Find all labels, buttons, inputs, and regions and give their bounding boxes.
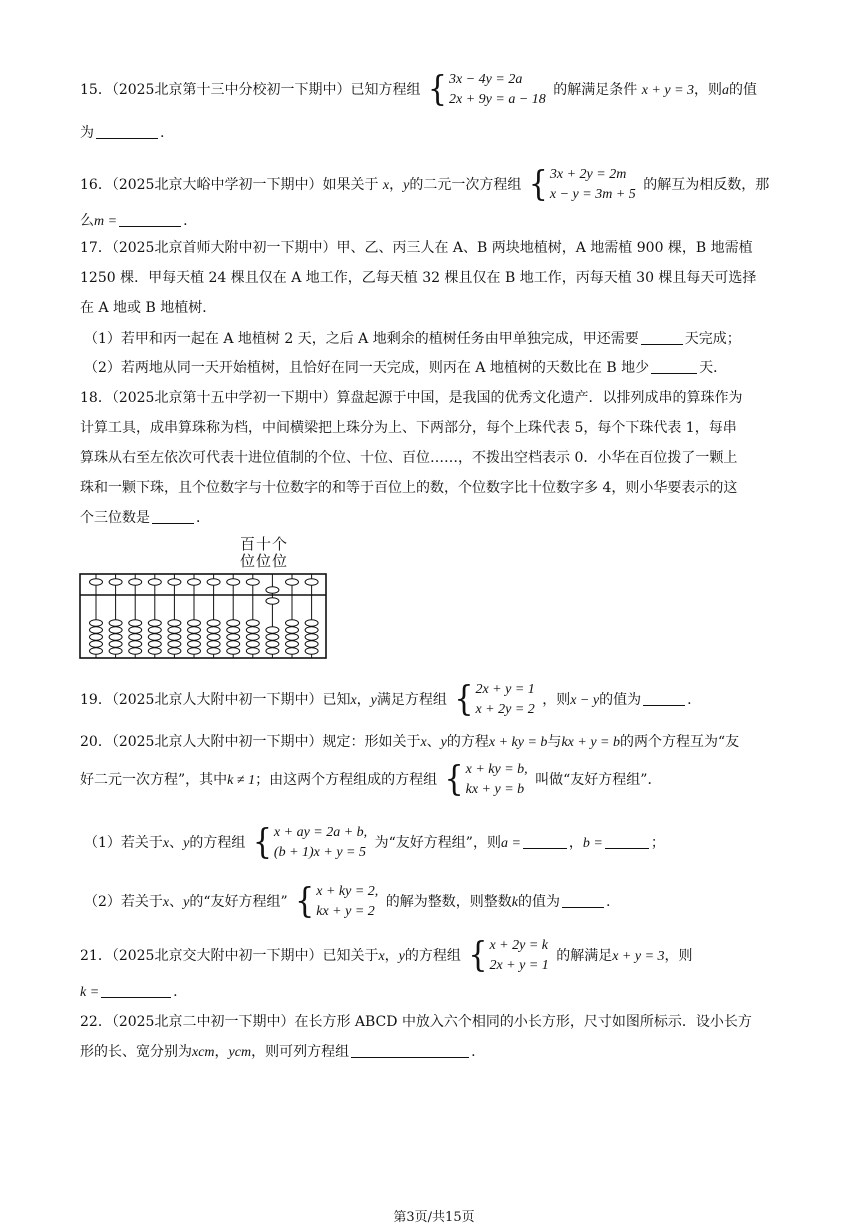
q19-equation-1: 2x + y = 1 [475, 682, 535, 697]
page-footer: 第3页/共15页 [393, 1210, 475, 1225]
q20-sub2-text-2: 的“友好方程组” [189, 894, 288, 910]
abacus-bead [168, 634, 181, 640]
abacus-bead [207, 641, 220, 647]
q21-equation-1: x + 2y = k [489, 938, 548, 953]
question-20-line-2 [80, 760, 661, 800]
abacus-bead [129, 627, 142, 633]
abacus-bead [168, 579, 181, 585]
q20-sub1-sep: 、 [169, 835, 184, 851]
q20-text-6: 叫做“友好方程组”． [535, 772, 662, 788]
q16-stem: 16．（2025北京大峪中学初一下期中）如果关于 [80, 177, 379, 193]
abacus-bead [305, 627, 318, 633]
abacus-bead [305, 620, 318, 626]
q19-y: y [370, 693, 377, 708]
q20-sub2-text-4: 的值为 [517, 894, 560, 910]
abacus-bead [109, 620, 122, 626]
q16-y: y [403, 178, 410, 193]
abacus-bead [305, 641, 318, 647]
q22-answer-blank[interactable] [351, 1043, 469, 1058]
abacus-bead [227, 620, 240, 626]
question-18-line-2: 计算工具，成串算珠称为档，中间横梁把上珠分为上、下两部分，每个上珠代表 5，每个下珠代表 1，每串 [80, 420, 737, 436]
q20-sub2-equation-1: x + ky = 2, [316, 884, 379, 899]
q20-x: x [420, 735, 427, 750]
q17-sub1-text: （1）若甲和丙一起在 A 地植树 2 天，之后 A 地剩余的植树任务由甲单独完成，甲还需要 [84, 331, 639, 347]
abacus-bead [109, 627, 122, 633]
q16-equation-1: 3x + 2y = 2m [549, 167, 627, 182]
abacus-bead [227, 627, 240, 633]
abacus-bead [129, 620, 142, 626]
q21-period: . [173, 984, 178, 1000]
question-19 [80, 680, 692, 720]
abacus-bead [266, 648, 279, 654]
q21-x: x [378, 949, 385, 964]
q16-equation-system: { 3x + 2y = 2m x − y = 3m + 5 [528, 164, 636, 205]
abacus-bead [207, 634, 220, 640]
abacus-bead [90, 634, 103, 640]
abacus-bead [129, 648, 142, 654]
q20-sub2-k: k [511, 895, 518, 910]
abacus-bead [207, 627, 220, 633]
abacus-bead [246, 620, 259, 626]
q20-text: 的方程 [446, 734, 489, 750]
abacus-bead [90, 620, 103, 626]
q22-y-unit: ycm [228, 1045, 252, 1060]
question-20-sub-1 [84, 823, 665, 863]
abacus-bead [246, 579, 259, 585]
question-22-line-2 [80, 1042, 476, 1063]
q19-sep: ， [356, 692, 371, 708]
abacus-bead [227, 648, 240, 654]
question-17-sub-2 [84, 358, 727, 378]
abacus-bead [188, 641, 201, 647]
abacus-bead [246, 648, 259, 654]
q20-equation-2: kx + y = b [465, 782, 525, 797]
q17-sub2-text: （2）若两地从同一天开始植树，且恰好在同一天完成，则丙在 A 地植树的天数比在 B 地少 [84, 360, 650, 376]
q15-text-3: 的值 [729, 82, 758, 98]
question-17-sub-1 [84, 329, 741, 349]
q21-condition: x + y = 3 [612, 949, 665, 964]
q16-answer-blank[interactable] [119, 212, 181, 227]
q20-sub2-text: （2）若关于 [84, 894, 163, 910]
abacus-bead [227, 634, 240, 640]
q15-equation-system: { 3x − 4y = 2a 2x + 9y = a − 18 [427, 69, 546, 110]
q21-answer-blank[interactable] [101, 983, 171, 998]
q21-equation-system: { x + 2y = k 2x + y = 1 [468, 935, 549, 976]
abacus-bead [286, 579, 299, 585]
abacus-bead [286, 641, 299, 647]
q19-stem: 19．（2025北京人大附中初一下期中）已知 [80, 692, 351, 708]
abacus-bead [109, 648, 122, 654]
q18-text: 个三位数是 [80, 510, 150, 526]
abacus-bead [286, 627, 299, 633]
q20-period: . [605, 894, 611, 910]
q20-text-5: ；由这两个方程组成的方程组 [255, 772, 438, 788]
abacus-bead [90, 627, 103, 633]
q20-sub1-y: y [183, 836, 190, 851]
q16-x: x [382, 178, 390, 193]
question-16-line-2 [80, 211, 188, 232]
q21-text-3: ，则 [664, 948, 693, 964]
abacus-bead [305, 634, 318, 640]
q20-condition: k ≠ 1 [227, 773, 256, 788]
q22-text: 形的长、宽分别为 [80, 1044, 192, 1060]
q21-equation-2: 2x + y = 1 [489, 958, 549, 973]
q16-variable: m = [94, 214, 118, 229]
q22-comma: ， [214, 1044, 229, 1060]
q19-expression: x − y [570, 693, 600, 708]
q20-sub2-answer-blank[interactable] [562, 893, 604, 908]
abacus-bead [148, 579, 161, 585]
q20-sub1-b-blank[interactable] [605, 834, 649, 849]
q20-sub2-sep: 、 [169, 894, 184, 910]
q20-sub1-equation-2: (b + 1)x + y = 5 [273, 845, 366, 860]
q17-sub2-answer-blank[interactable] [651, 359, 697, 374]
q20-sub1-text: （1）若关于 [84, 835, 163, 851]
q20-sub2-x: x [162, 895, 170, 910]
abacus-bead [148, 627, 161, 633]
abacus-bead [266, 627, 279, 633]
abacus-bead [188, 627, 201, 633]
q17-sub2-text-2: 天． [699, 360, 728, 376]
q19-text-3: 的值为 [599, 692, 642, 708]
q15-text-2: ，则 [694, 82, 723, 98]
abacus-bead [148, 620, 161, 626]
q18-answer-blank[interactable] [152, 509, 194, 524]
abacus-bead [90, 641, 103, 647]
abacus-bead [286, 648, 299, 654]
q21-stem: 21．（2025北京交大附中初一下期中）已知关于 [80, 948, 379, 964]
abacus-bead [168, 648, 181, 654]
abacus-bead [148, 634, 161, 640]
q20-equation-system: { x + ky = b, kx + y = b [444, 759, 528, 800]
abacus-place-labels [240, 536, 288, 570]
q15-equation-2: 2x + 9y = a − 18 [449, 92, 546, 107]
q20-sub2-y: y [183, 895, 190, 910]
abacus-bead [109, 634, 122, 640]
q16-equation-2: x − y = 3m + 5 [549, 187, 636, 202]
q19-equation-2: x + 2y = 2 [475, 702, 535, 717]
q20-equation-a: x + ky = b [488, 735, 548, 750]
question-17-line-3: 在 A 地或 B 地植树． [80, 300, 217, 316]
q20-sub1-comma: ， [568, 835, 583, 851]
q20-equation-b: kx + y = b [561, 735, 620, 750]
q21-text-2: 的解满足 [556, 948, 613, 964]
question-20-line-1 [80, 732, 739, 753]
question-22-line-1: 22．（2025北京二中初一下期中）在长方形 ABCD 中放入六个相同的小长方形，尺寸如图所标示．设小长方 [80, 1014, 752, 1030]
question-21 [80, 936, 693, 976]
q16-text-3: 么 [80, 213, 94, 229]
abacus-bead [168, 627, 181, 633]
q15-condition: x + y = 3 [641, 83, 695, 98]
question-15 [80, 70, 757, 110]
abacus-bead [246, 634, 259, 640]
q20-sub1-text-3: 为“友好方程组”，则 [374, 835, 501, 851]
abacus-bead [129, 634, 142, 640]
abacus-bead [266, 641, 279, 647]
q18-period: ． [196, 510, 210, 526]
question-18-line-4: 珠和一颗下珠，且个位数字与十位数字的和等于百位上的数，个位数字比十位数字多 4，则小华要表示的这 [80, 480, 738, 496]
abacus-bead [148, 648, 161, 654]
abacus-bead [148, 641, 161, 647]
q20-sub1-b: b = [582, 836, 603, 851]
q20-sub2-equation-system: { x + ky = 2, kx + y = 2 [295, 881, 379, 922]
abacus-bead [129, 579, 142, 585]
q16-text-2: 的解互为相反数，那 [643, 177, 770, 193]
q21-sep: ， [384, 948, 399, 964]
q20-text-4: 好二元一次方程”，其中 [80, 772, 228, 788]
q19-equation-system: { 2x + y = 1 x + 2y = 2 [454, 679, 535, 720]
q22-text-2: ，则可列方程组 [251, 1044, 350, 1060]
abacus-bead [188, 620, 201, 626]
q15-variable: a [722, 83, 730, 98]
abacus-bead [188, 579, 201, 585]
question-18-line-1: 18．（2025北京第十五中学初一下期中）算盘起源于中国，是我国的优秀文化遗产．以排列成串的算珠作为 [80, 390, 743, 406]
abacus-bead [266, 598, 279, 604]
abacus-bead [168, 620, 181, 626]
q20-stem: 20．（2025北京人大附中初一下期中）规定：形如关于 [80, 734, 421, 750]
abacus-bead [266, 634, 279, 640]
abacus-bead [188, 648, 201, 654]
question-16 [80, 165, 769, 205]
q15-text: 的解满足条件 [553, 82, 638, 98]
q20-y: y [440, 735, 447, 750]
q20-sep: 、 [426, 734, 441, 750]
q19-x: x [350, 693, 357, 708]
q20-sub1-equation-1: x + ay = 2a + b, [273, 825, 368, 840]
q22-period: . [471, 1044, 476, 1060]
q20-sub1-a-blank[interactable] [523, 834, 567, 849]
abacus-bead [227, 579, 240, 585]
q20-text-3: 的两个方程互为“友 [619, 734, 740, 750]
q20-sub1-x: x [162, 836, 170, 851]
abacus-bead [246, 641, 259, 647]
abacus-bead [129, 641, 142, 647]
q17-sub1-text-2: 天完成； [684, 331, 741, 347]
q20-sub1-end: ； [650, 835, 665, 851]
abacus-bead [207, 648, 220, 654]
q21-k: k = [80, 985, 100, 1000]
q20-sub1-equation-system: { x + ay = 2a + b, (b + 1)x + y = 5 [252, 822, 368, 863]
abacus-bead [90, 648, 103, 654]
question-18-line-5 [80, 508, 210, 528]
abacus-bead [168, 641, 181, 647]
abacus-bead [286, 634, 299, 640]
q21-text: 的方程组 [404, 948, 461, 964]
question-20-sub-2 [84, 882, 610, 922]
q20-sub2-text-3: 的解为整数，则整数 [385, 894, 512, 910]
question-15-line-2 [80, 123, 164, 143]
question-17-line-2: 1250 棵．甲每天植 24 棵且仅在 A 地工作，乙每天植 32 棵且仅在 B 地工作，丙每天植 30 棵且每天可选择 [80, 270, 757, 286]
q19-text-2: ，则 [542, 692, 571, 708]
q19-period: . [687, 692, 692, 708]
q20-sub1-a: a = [500, 836, 521, 851]
abacus-bead [207, 620, 220, 626]
q20-sub1-text-2: 的方程组 [189, 835, 246, 851]
q20-text-2: 与 [547, 734, 562, 750]
abacus-bead [109, 579, 122, 585]
q16-sep: ， [389, 177, 404, 193]
q15-period: . [160, 125, 165, 141]
q16-period: . [183, 213, 188, 229]
abacus-bead [305, 579, 318, 585]
q15-answer-blank[interactable] [96, 124, 158, 139]
question-21-line-2 [80, 982, 178, 1003]
abacus-bead [90, 579, 103, 585]
q15-equation-1: 3x − 4y = 2a [449, 72, 523, 87]
q19-text: 满足方程组 [376, 692, 447, 708]
abacus-bead [109, 641, 122, 647]
abacus-bead [188, 634, 201, 640]
abacus-bead [305, 648, 318, 654]
abacus-label-bottom: 位位位 [240, 552, 289, 570]
q16-text: 的二元一次方程组 [409, 177, 522, 193]
abacus-bead [266, 587, 279, 593]
q17-sub1-answer-blank[interactable] [641, 330, 683, 345]
q15-text-4: 为 [80, 125, 94, 141]
q21-y: y [398, 949, 405, 964]
abacus-bead [207, 579, 220, 585]
q20-sub2-equation-2: kx + y = 2 [316, 904, 375, 919]
q15-stem: 15．（2025北京第十三中分校初一下期中）已知方程组 [80, 82, 421, 98]
q20-equation-1: x + ky = b, [465, 762, 528, 777]
abacus-bead [227, 641, 240, 647]
q22-x-unit: xcm [192, 1045, 215, 1060]
question-17-line-1: 17．（2025北京首师大附中初一下期中）甲、乙、丙三人在 A、B 两块地植树，A 地需植 900 棵，B 地需植 [80, 240, 753, 256]
abacus-bead [286, 620, 299, 626]
abacus-figure [79, 572, 329, 660]
abacus-bead [246, 627, 259, 633]
abacus-label-top: 百十个 [240, 535, 289, 553]
question-18-line-3: 算珠从右至左依次可代表十进位值制的个位、十位、百位……，不拨出空档表示 0．小华在百位拨了一颗上 [80, 450, 738, 466]
q19-answer-blank[interactable] [643, 691, 685, 706]
